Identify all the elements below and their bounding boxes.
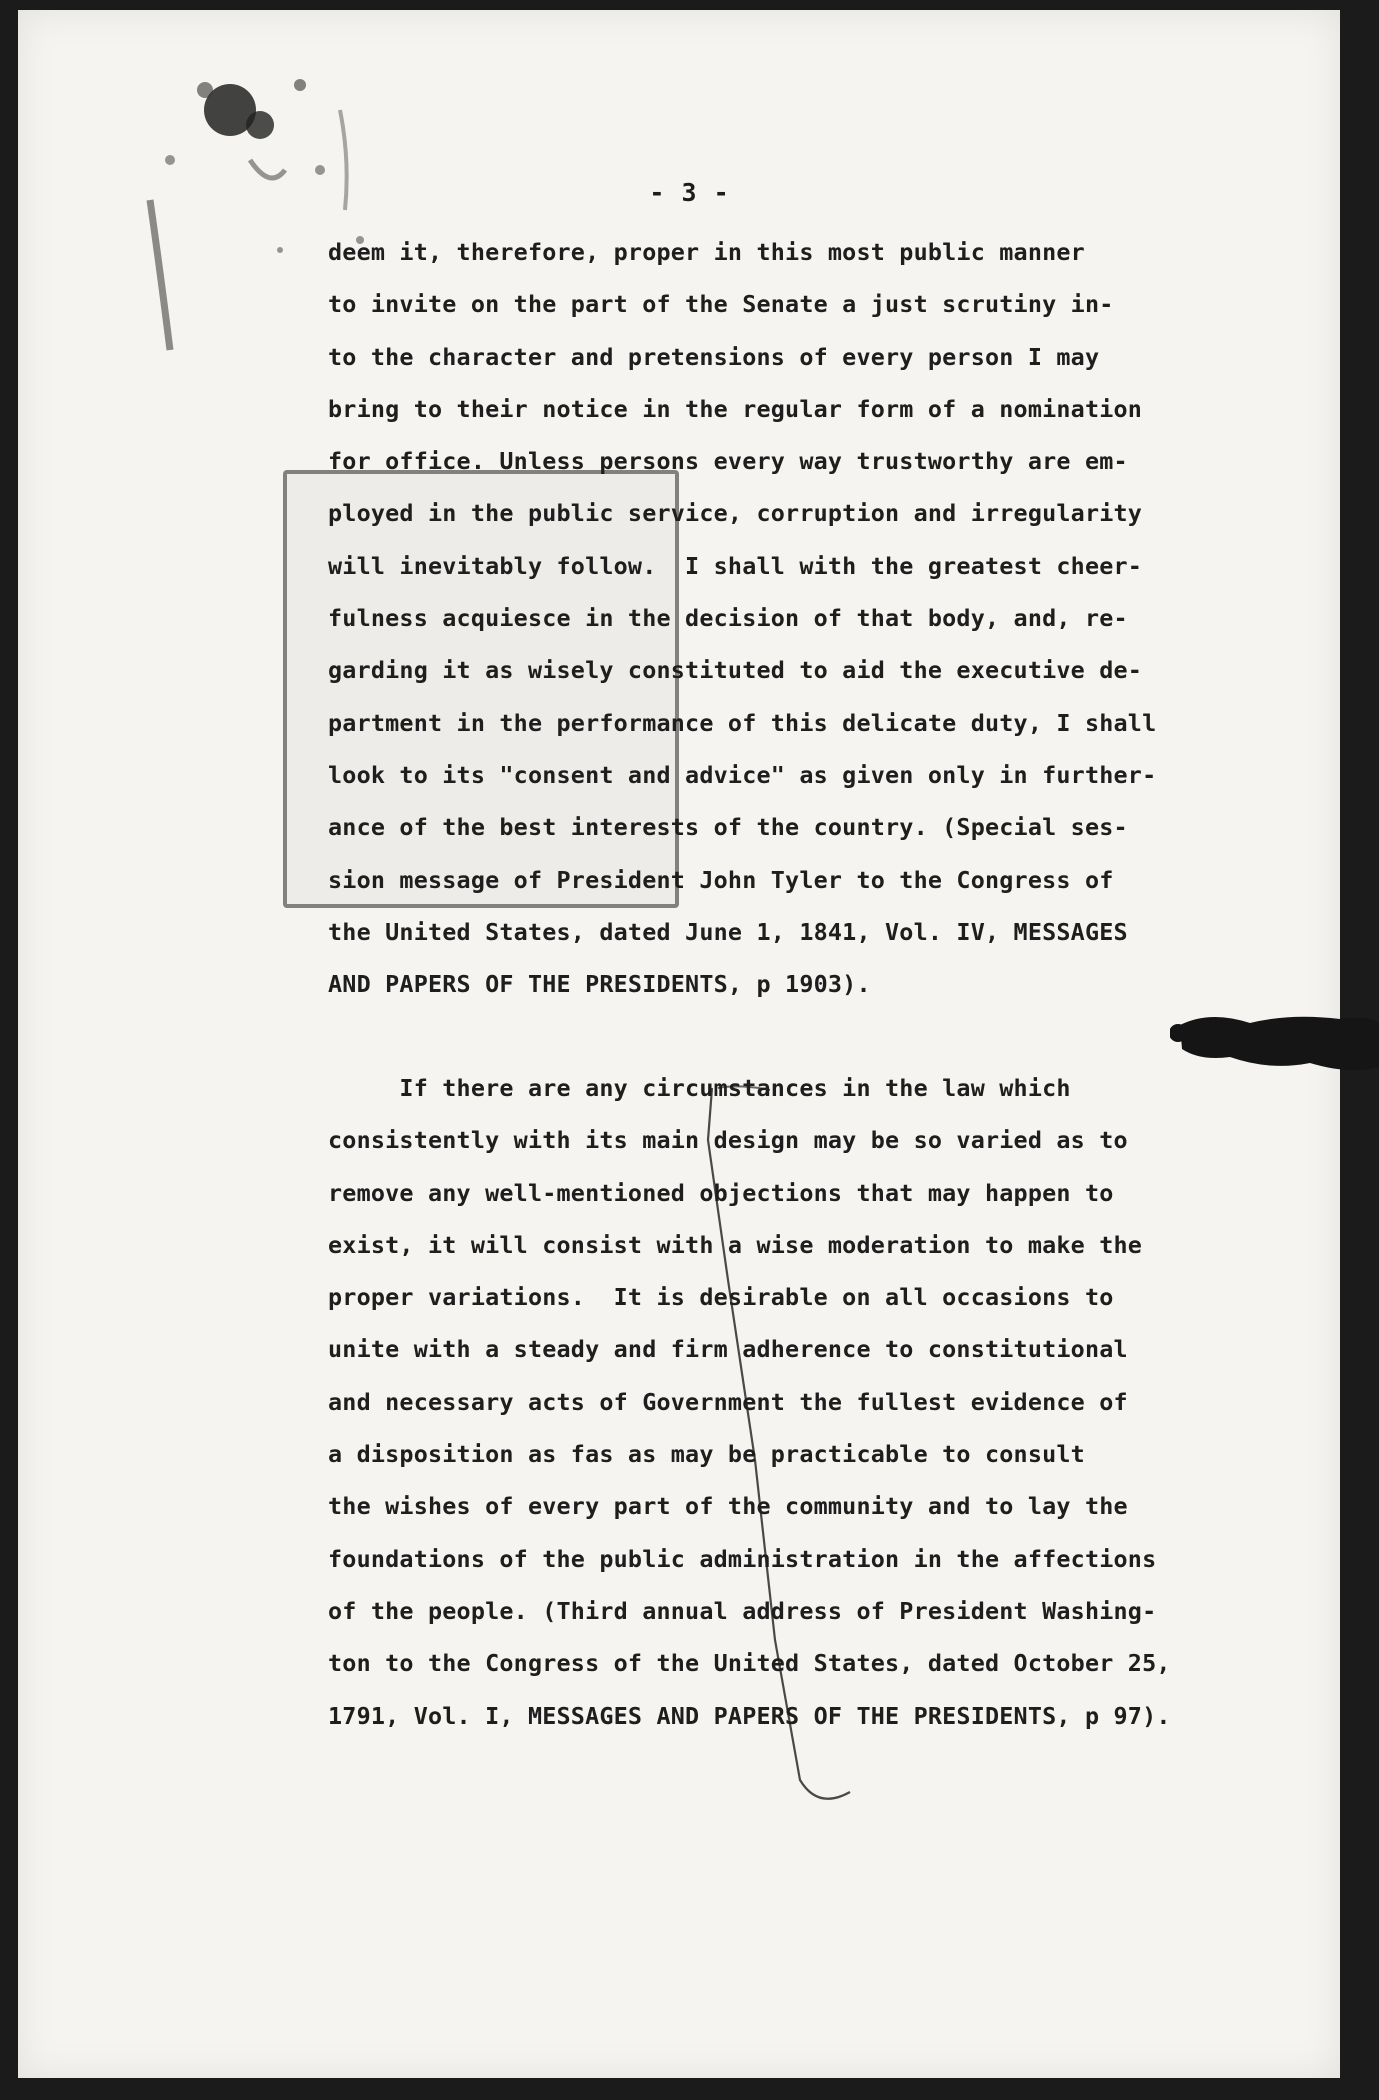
text-line: partment in the performance of this delicate duty, I shall	[328, 708, 1157, 737]
text-line: the United States, dated June 1, 1841, Vol. IV, MESSAGES	[328, 917, 1128, 946]
text-line: sion message of President John Tyler to the Congress of	[328, 865, 1114, 894]
text-line: garding it as wisely constituted to aid the executive de-	[328, 656, 1143, 685]
text-line: a disposition as fas as may be practicable to consult	[328, 1440, 1085, 1469]
paragraph-tyler-quote	[328, 226, 1156, 1010]
text-line: If there are any circumstances in the law which	[328, 1074, 1071, 1102]
paragraph-washington-quote	[328, 1062, 1171, 1742]
text-line: will inevitably follow. I shall with the greatest cheer-	[328, 551, 1143, 580]
text-line: foundations of the public administration in the affections	[328, 1544, 1157, 1573]
text-line: bring to their notice in the regular form of a nomination	[328, 394, 1143, 423]
text-line: remove any well-mentioned objections that may happen to	[328, 1178, 1114, 1207]
text-line: to the character and pretensions of every person I may	[328, 342, 1100, 371]
ink-stain	[1170, 1005, 1379, 1075]
text-line: deem it, therefore, proper in this most public manner	[328, 238, 1085, 266]
text-line: consistently with its main design may be so varied as to	[328, 1126, 1128, 1155]
text-line: ance of the best interests of the country. (Special ses-	[328, 813, 1128, 842]
text-line: to invite on the part of the Senate a just scrutiny in-	[328, 290, 1114, 319]
text-line: AND PAPERS OF THE PRESIDENTS, p 1903).	[328, 970, 871, 999]
text-line: exist, it will consist with a wise moderation to make the	[328, 1230, 1143, 1259]
text-line: look to its "consent and advice" as given only in further-	[328, 760, 1157, 789]
text-line: for office. Unless persons every way trustworthy are em-	[328, 447, 1128, 476]
text-line: fulness acquiesce in the decision of that body, and, re-	[328, 604, 1128, 633]
text-line: the wishes of every part of the community and to lay the	[328, 1492, 1128, 1521]
text-line: proper variations. It is desirable on all occasions to	[328, 1283, 1114, 1312]
text-line: ployed in the public service, corruption and irregularity	[328, 499, 1143, 528]
text-line: of the people. (Third annual address of President Washing-	[328, 1596, 1157, 1625]
page-number: - 3 -	[649, 178, 730, 207]
text-line: ton to the Congress of the United States, dated October 25,	[328, 1649, 1171, 1678]
text-line: unite with a steady and firm adherence to constitutional	[328, 1335, 1128, 1364]
text-line: 1791, Vol. I, MESSAGES AND PAPERS OF THE PRESIDENTS, p 97).	[328, 1701, 1171, 1730]
text-line: and necessary acts of Government the fullest evidence of	[328, 1387, 1128, 1416]
